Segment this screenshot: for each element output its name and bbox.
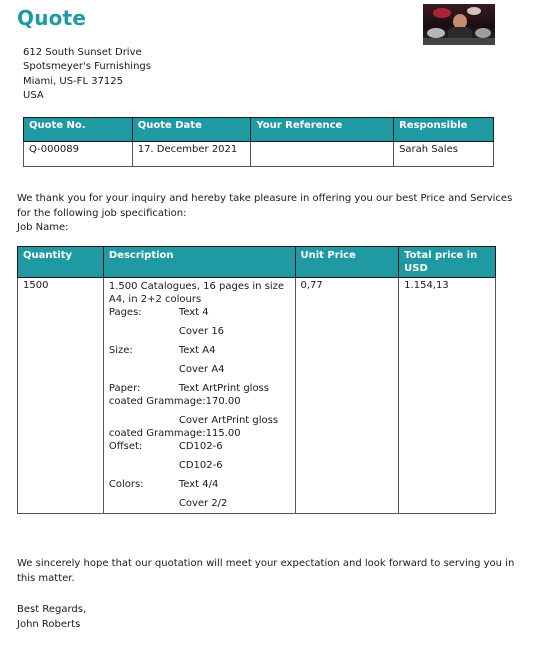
header-description: Description: [103, 247, 295, 278]
header-total-price: Total price in USD: [399, 247, 496, 278]
items-table: [17, 246, 496, 514]
spec-value: CD102-6: [178, 441, 223, 452]
quantity-cell: 1500: [18, 278, 104, 514]
spec-label: Colors:: [108, 479, 144, 490]
spec-offset: [109, 440, 290, 453]
spec-value: Cover 16: [178, 326, 225, 337]
address-line: USA: [23, 89, 44, 101]
recipient-address: [23, 46, 151, 103]
spec-colors: [109, 478, 290, 491]
header-quote-date: Quote Date: [132, 118, 251, 142]
address-line: Miami, US-FL 37125: [23, 75, 123, 87]
your-reference: [251, 142, 394, 167]
spec-label: Paper:: [108, 383, 141, 394]
signer-name: John Roberts: [17, 618, 81, 630]
spec-value: coated Grammage:115.00: [108, 428, 241, 439]
quote-number: Q-000089: [24, 142, 133, 167]
intro-paragraph: We thank you for your inquiry and hereby take pleasure in offering you our best Price and Services for the following job specification:: [17, 193, 513, 219]
header-responsible: Responsible: [394, 118, 494, 142]
spec-label: Size:: [108, 345, 133, 356]
spec-label: Pages:: [108, 307, 142, 318]
spec-value: coated Grammage:170.00: [108, 396, 241, 407]
address-line: Spotsmeyer's Furnishings: [23, 61, 151, 73]
header-photo: [423, 4, 495, 45]
spec-pages: [109, 306, 290, 319]
regards-text: Best Regards,: [17, 604, 87, 615]
spec-size: [109, 344, 290, 357]
total-price-cell: 1.154,13: [399, 278, 496, 514]
table-row: [24, 142, 494, 167]
quote-info-table: [23, 117, 494, 167]
spec-value: Text 4/4: [178, 479, 219, 490]
header-unit-price: Unit Price: [295, 247, 399, 278]
spec-value: Cover A4: [178, 364, 225, 375]
description-intro: 1.500 Catalogues, 16 pages in size A4, in 2+2 colours: [108, 281, 285, 305]
spec-value: Cover 2/2: [178, 498, 228, 509]
address-line: 612 South Sunset Drive: [23, 47, 142, 58]
signature-block: [17, 603, 86, 632]
spec-value: Text ArtPrint gloss: [178, 383, 269, 394]
spec-value: Cover ArtPrint gloss: [178, 415, 279, 426]
closing-paragraph: We sincerely hope that our quotation will meet your expectation and look forward to serving you in this matter.: [17, 558, 515, 584]
table-row: [18, 278, 496, 514]
header-your-reference: Your Reference: [251, 118, 394, 142]
spec-value: Text A4: [178, 345, 216, 356]
spec-label: Offset:: [108, 441, 143, 452]
quote-date: 17. December 2021: [132, 142, 251, 167]
header-quote-no: Quote No.: [24, 118, 133, 142]
job-name-label: Job Name:: [17, 222, 69, 233]
spec-value: Text 4: [178, 307, 209, 318]
spec-paper: [109, 382, 290, 395]
unit-price-cell: 0,77: [295, 278, 399, 514]
responsible-person: Sarah Sales: [394, 142, 494, 167]
description-cell: [103, 278, 295, 514]
spec-value: CD102-6: [178, 460, 223, 471]
header-quantity: Quantity: [18, 247, 104, 278]
document-title: Quote: [17, 6, 87, 30]
